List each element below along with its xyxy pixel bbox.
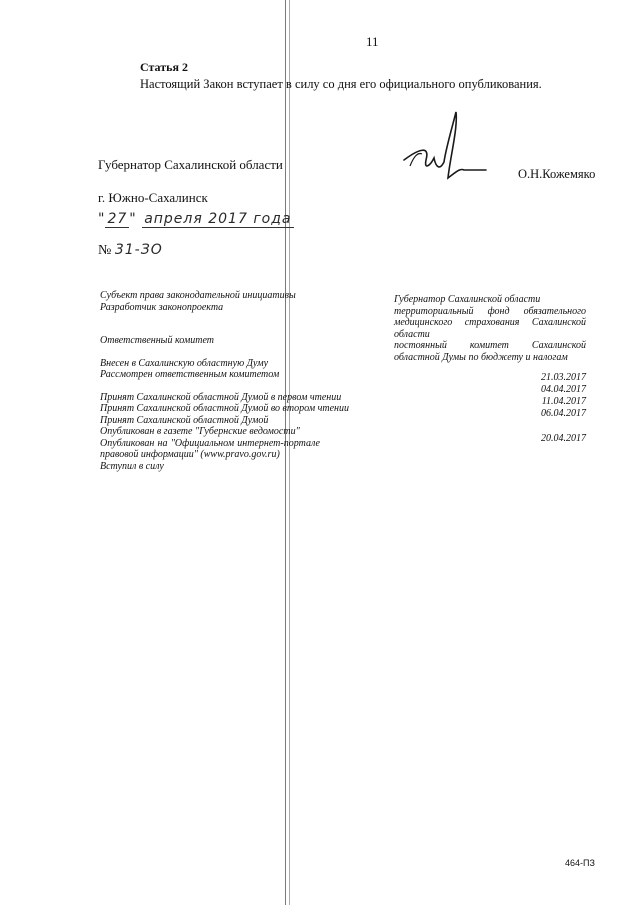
responsible-committee: постоянный комитет Сахалинской областной Думы по бюджету и налогам [394,340,586,363]
date-value: 20.04.2017 [541,433,586,444]
date-month-year: апреля 2017 года [144,211,292,227]
info-line: Принят Сахалинской областной Думой во втором чтении [100,403,350,414]
bill-developer: территориальный фонд обязательного медицинского страхования Сахалинской области [394,305,586,340]
date-value: 04.04.2017 [541,383,586,395]
signing-date: " 27 " апреля 2017 года [98,211,292,227]
article-text: Настоящий Закон вступает в силу со дня его официального опубликования. [140,77,542,91]
info-line: Внесен в Сахалинскую областную Думу [100,357,269,369]
date-value: 06.04.2017 [541,407,586,419]
info-line: Принят Сахалинской областной Думой в первом чтении [100,391,342,403]
info-line: Ответственный комитет [100,335,214,346]
initiative-subject: Губернатор Сахалинской области [394,294,541,305]
legislative-info-left [100,290,370,472]
signatory-position: Губернатор Сахалинской области [98,157,283,172]
info-line: Опубликован на "Официальном интернет-портале правовой информации" (www.pravo.gov.ru) [100,437,320,460]
info-line: Рассмотрен ответственным комитетом [100,369,280,380]
date-value: 21.03.2017 [541,372,586,383]
number-label: № [98,243,112,258]
signatory-name: О.Н.Кожемяко [518,167,596,181]
law-number [98,242,163,259]
info-line: Субъект права законодательной инициативы [100,290,296,301]
article-title: Статья 2 [140,60,188,74]
date-day: 27 [107,211,128,227]
signing-city: г. Южно-Сахалинск [98,190,208,205]
info-line: Вступил в силу [100,460,164,472]
number-value: 31-ЗО [114,242,163,258]
info-line: Разработчик законопроекта [100,301,224,313]
info-line: Опубликован в газете "Губернские ведомости" [100,426,300,437]
document-code: 464-ПЗ [565,858,595,868]
dates-group [508,433,586,445]
handwritten-signature [400,108,490,188]
page-number: 11 [366,34,379,49]
info-line: Принят Сахалинской областной Думой [100,414,269,426]
legislative-info-right [394,294,586,363]
date-value: 11.04.2017 [541,396,586,407]
dates-group [508,372,586,395]
dates-group [508,396,586,419]
